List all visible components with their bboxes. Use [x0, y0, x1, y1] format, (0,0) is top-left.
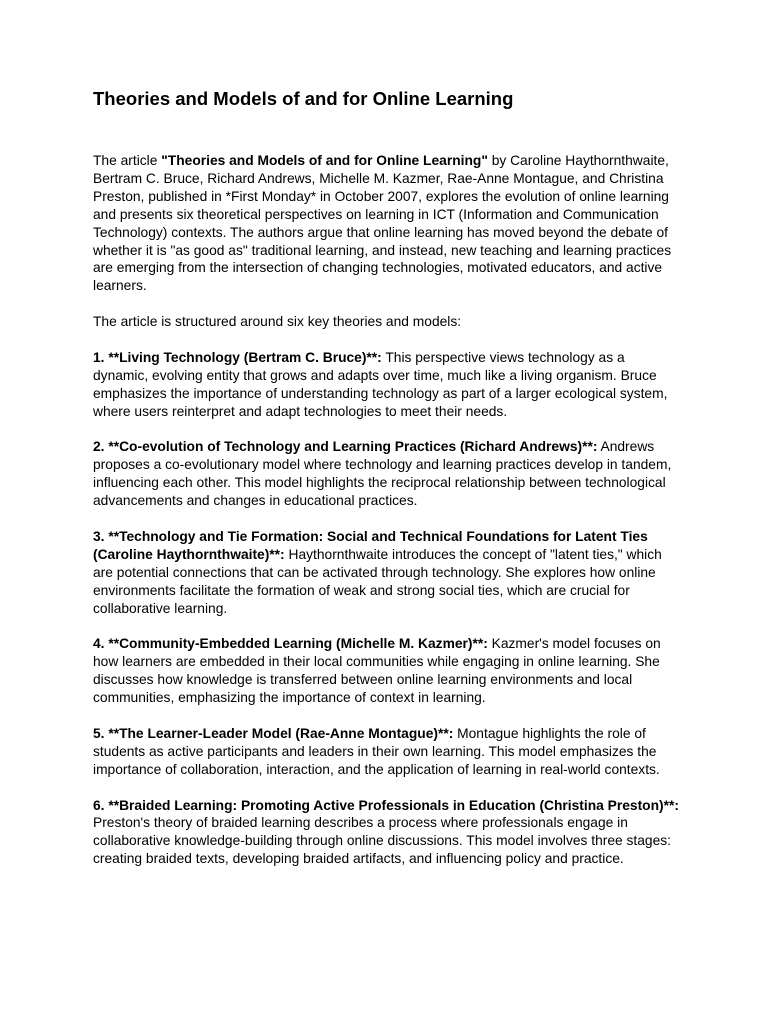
- document-body: [93, 152, 680, 886]
- structure-paragraph: The article is structured around six key theories and models:: [93, 314, 462, 330]
- list-item: [93, 797, 680, 869]
- item-text: Montague highlights the role of students as active participants and leaders in their own learning. This model emphasizes the importance of collaboration, interaction, and the application of learning in real-world contexts.: [93, 725, 660, 777]
- item-heading: 6. **Braided Learning: Promoting Active Professionals in Education (Christina Preston)**:: [93, 797, 679, 813]
- list-item: [93, 725, 680, 779]
- item-text: Kazmer's model focuses on how learners are embedded in their local communities while engaging in online learning. She discusses how knowledge is transferred between online learning environments and local communities, emphasizing the importance of context in learning.: [93, 636, 661, 706]
- intro-paragraph: [93, 152, 680, 295]
- item-heading: 5. **The Learner-Leader Model (Rae-Anne Montague)**:: [93, 725, 454, 741]
- item-text: Andrews proposes a co-evolutionary model where technology and learning practices develop in tandem, influencing each other. This model highlights the reciprocal relationship between technological advancements and changes in educational practices.: [93, 439, 672, 509]
- item-heading: 3. **Technology and Tie Formation: Social and Technical Foundations for Latent Ties (Caroline Haythornthwaite)**:: [93, 528, 648, 562]
- item-heading: 2. **Co-evolution of Technology and Learning Practices (Richard Andrews)**:: [93, 439, 598, 455]
- intro-pre: The article: [93, 153, 162, 168]
- list-item: [93, 635, 680, 707]
- item-text: This perspective views technology as a dynamic, evolving entity that grows and adapts over time, much like a living organism. Bruce emphasizes the importance of understanding technology as part of a larger ecological system, where users reinterpret and adapt technologies to meet their needs.: [93, 349, 668, 419]
- list-item: [93, 438, 680, 510]
- item-heading: 4. **Community-Embedded Learning (Michelle M. Kazmer)**:: [93, 636, 488, 652]
- item-heading: 1. **Living Technology (Bertram C. Bruce)**:: [93, 349, 382, 365]
- item-text: Preston's theory of braided learning describes a process where professionals engage in collaborative knowledge-building through online discussions. This model involves three stages: creating braided texts, developing braided artifacts, and influencing policy and practice.: [93, 815, 672, 867]
- item-text: Haythornthwaite introduces the concept of "latent ties," which are potential connections that can be activated through technology. She explores how online environments facilitate the formation of weak and strong social ties, which are crucial for collaborative learning.: [93, 546, 662, 616]
- list-item: [93, 349, 680, 421]
- page-title: Theories and Models of and for Online Learning: [93, 88, 514, 109]
- intro-post: by Caroline Haythornthwaite, Bertram C. Bruce, Richard Andrews, Michelle M. Kazmer, Rae-Anne Montague, and Christina Preston, published in *First Monday* in October 2007, explores the evolution of online learning and presents six theoretical perspectives on learning in ICT (Information and Communication Technology) contexts. The authors argue that online learning has moved beyond the debate of whether it is "as good as" traditional learning, and instead, new teaching and learning practices are emerging from the intersection of changing technologies, motivated educators, and active learners.: [93, 153, 672, 294]
- list-item: [93, 528, 680, 618]
- intro-article-title: "Theories and Models of and for Online Learning": [161, 153, 488, 168]
